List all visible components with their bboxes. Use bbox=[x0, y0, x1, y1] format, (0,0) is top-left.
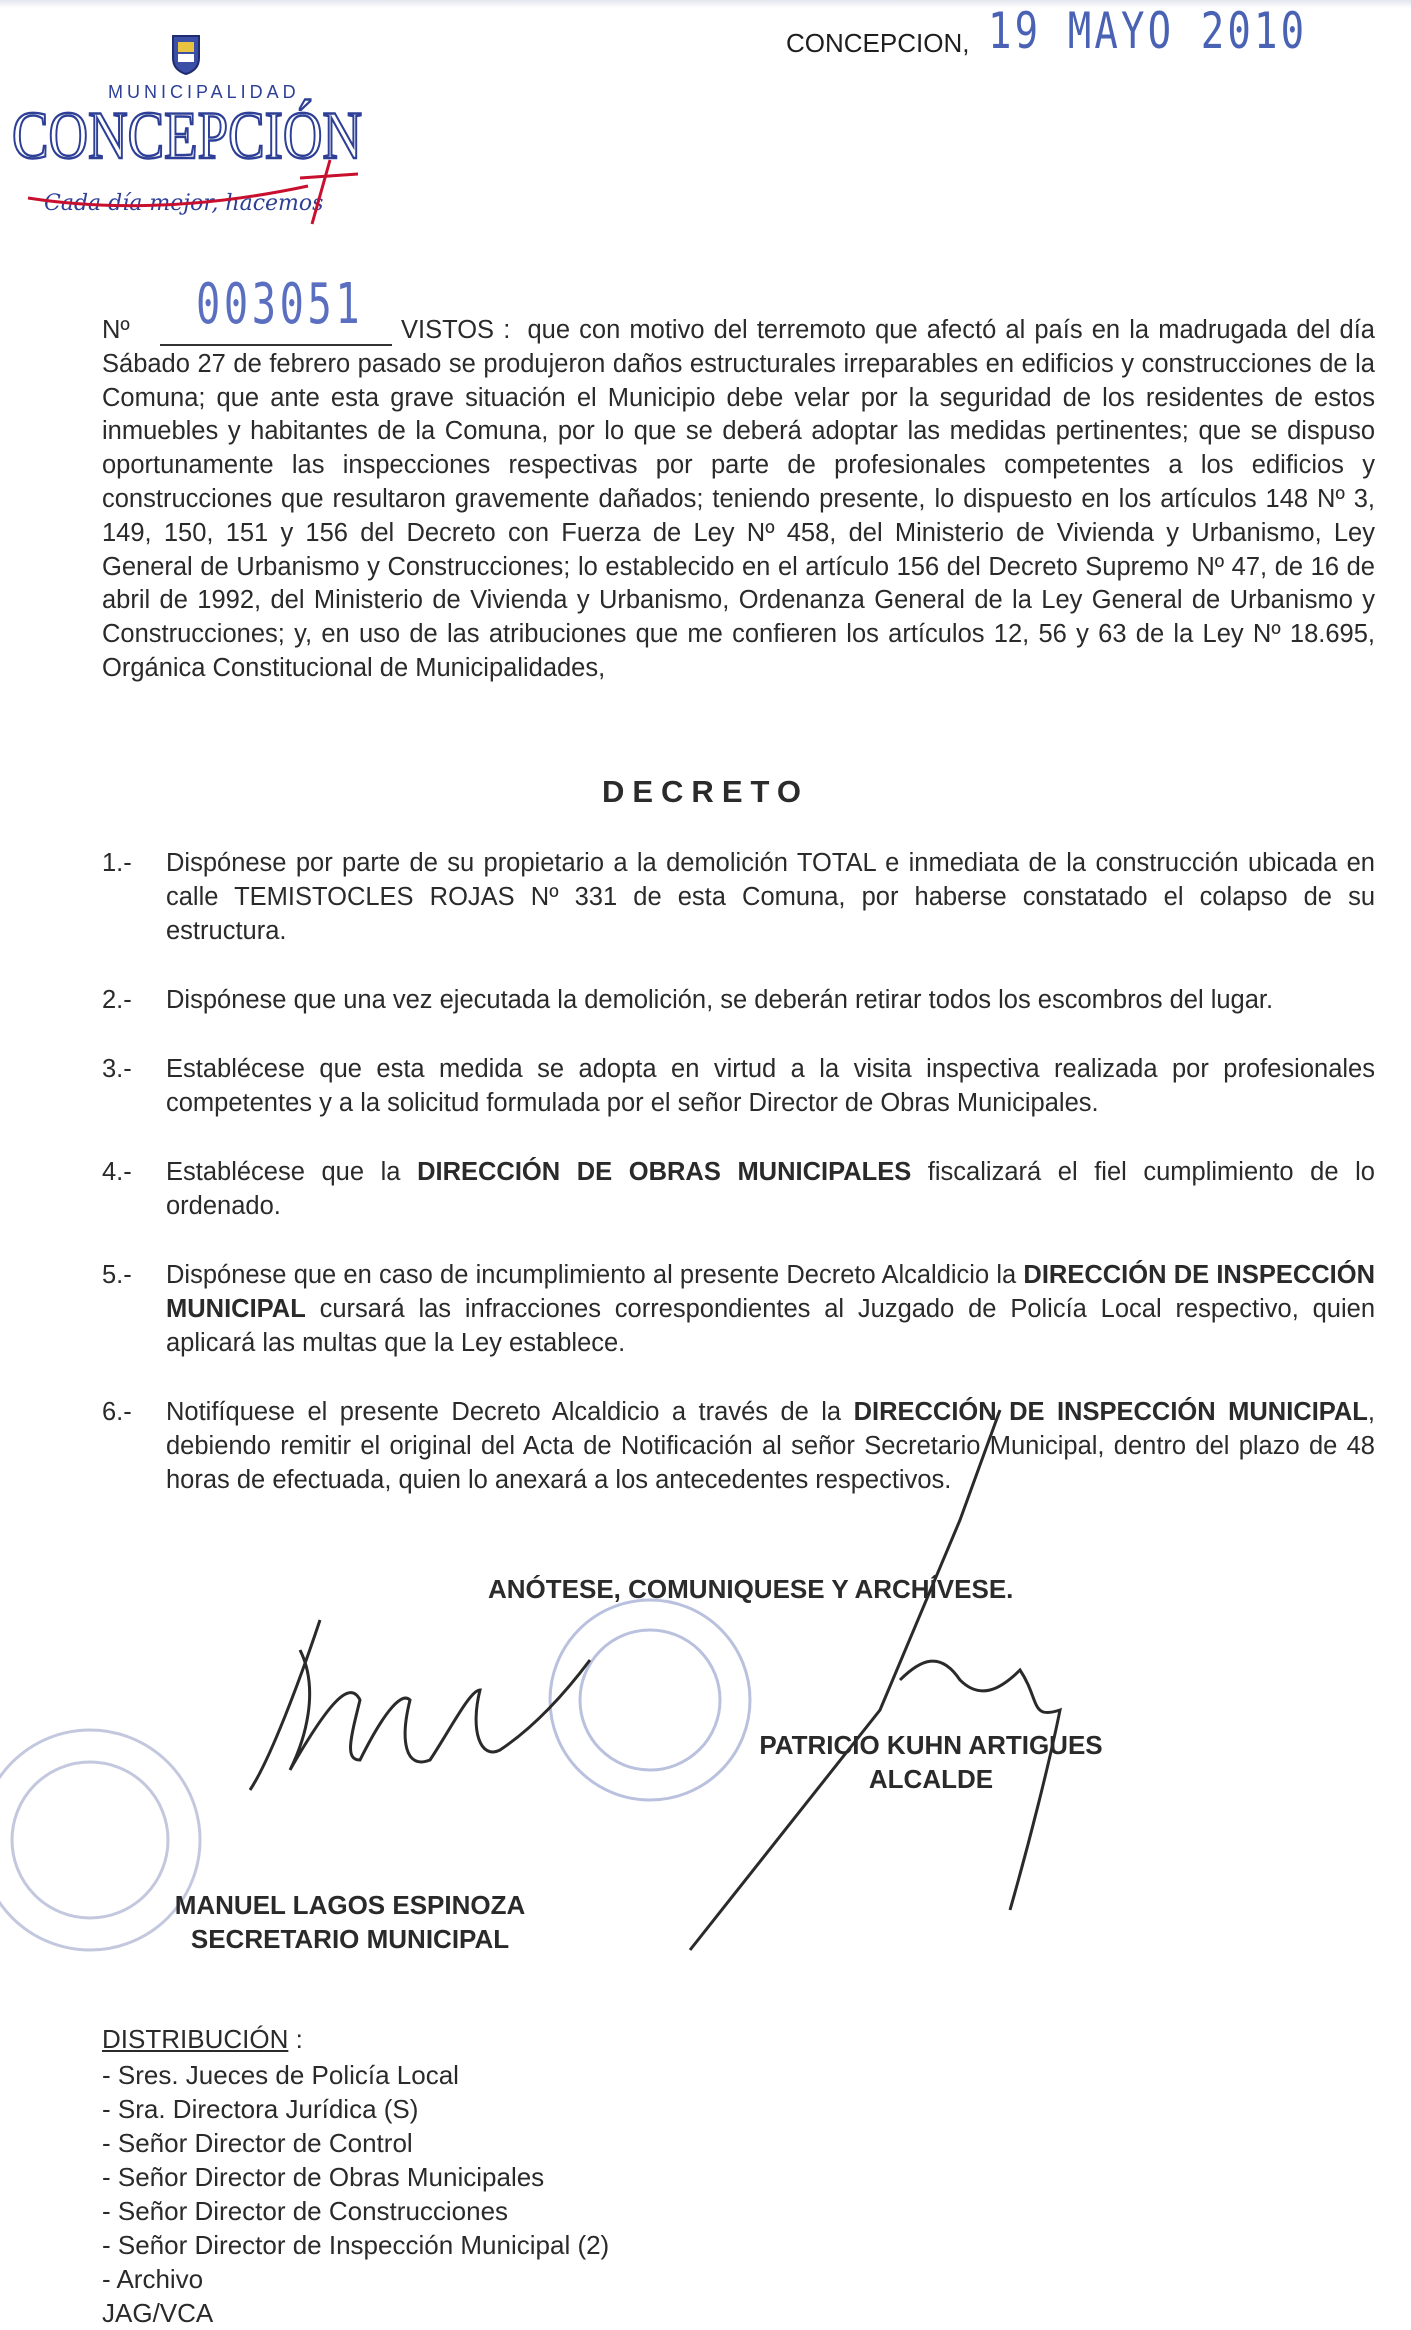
list-item: - Señor Director de Construcciones bbox=[102, 2196, 509, 2226]
mayor-block bbox=[744, 1728, 1118, 1796]
list-item: JAG/VCA bbox=[102, 2298, 214, 2328]
vistos-text: que con motivo del terremoto que afectó al país en la madrugada del día Sábado 27 de febrero pasado se produjeron daños estructurales irreparables en edificios y construcciones de la Comuna; que ante esta grave situación el Municipio debe velar por la seguridad de los residentes de estos inmuebles y habitantes de la Comuna, por lo que se deberá adoptar las medidas pertinentes; que se dispuso oportunamente las inspecciones respectivas por parte de profesionales competentes a los edificios y construcciones que resultaron gravemente dañados; teniendo presente, lo dispuesto en los artículos 148 Nº 3, 149, 150, 151 y 156 del Decreto con Fuerza de Ley Nº 458, del Ministerio de Vivienda y Urbanismo, Ley General de Urbanismo y Construcciones; lo establecido en el artículo 156 del Decreto Supremo Nº 47, de 16 de abril de 1992, del Ministerio de Vivienda y Urbanismo, Ordenanza General de la Ley General de Urbanismo y Construcciones; y, en uso de las atribuciones que me confieren los artículos 12, 56 y 63 de la Ley Nº 18.695, Orgánica Constitucional de Municipalidades, bbox=[102, 316, 1375, 682]
city-label: CONCEPCION, bbox=[786, 28, 970, 58]
decree-number: 003051 bbox=[196, 272, 364, 337]
item-number: 2.- bbox=[102, 986, 132, 1014]
list-item: - Sra. Directora Jurídica (S) bbox=[102, 2094, 419, 2124]
list-item: - Sres. Jueces de Policía Local bbox=[102, 2060, 459, 2090]
logo-concepcion-text: CONCEPCIÓN bbox=[12, 97, 362, 173]
item-number: 6.- bbox=[102, 1398, 132, 1426]
decree-item bbox=[102, 1395, 1375, 1497]
item-text: Dispónese que en caso de incumplimiento al presente Decreto Alcaldicio la DIRECCIÓN DE INSPECCIÓN MUNICIPAL cursará las infracciones correspondientes al Juzgado de Policía Local respectivo, quien aplicará las multas que la Ley establece. bbox=[166, 1261, 1376, 1357]
list-item: - Señor Director de Control bbox=[102, 2128, 413, 2158]
municipality-logo bbox=[8, 18, 368, 218]
list-item: - Señor Director de Obras Municipales bbox=[102, 2162, 545, 2192]
secretary-signature-icon bbox=[250, 1620, 590, 1790]
decree-item bbox=[102, 1155, 1375, 1223]
distribution-list bbox=[102, 2058, 609, 2330]
distribution-title: DISTRIBUCIÓN : bbox=[102, 2024, 303, 2054]
item-number: 3.- bbox=[102, 1055, 132, 1083]
decree-items bbox=[102, 846, 1375, 1532]
vistos-label: VISTOS : bbox=[401, 316, 511, 344]
mayor-name: PATRICIO KUHN ARTIGUES bbox=[759, 1730, 1103, 1760]
list-item: - Señor Director de Inspección Municipal (2) bbox=[102, 2230, 610, 2260]
item-text: Notifíquese el presente Decreto Alcaldicio a través de la DIRECCIÓN DE INSPECCIÓN MUNICIPAL, debiendo remitir el original del Acta de Notificación al señor Secretario Municipal, dentro del plazo de 48 horas de efectuada, quien lo anexará a los antecedentes respectivos. bbox=[166, 1398, 1375, 1494]
decree-item bbox=[102, 983, 1375, 1017]
municipal-seal-icon bbox=[550, 1600, 750, 1800]
decree-number-label: Nº bbox=[102, 316, 130, 344]
item-text: Dispónese por parte de su propietario a la demolición TOTAL e inmediata de la construcción ubicada en calle TEMISTOCLES ROJAS Nº 331 de esta Comuna, por haberse constatado el colapso de su estructura. bbox=[166, 849, 1375, 945]
decree-item bbox=[102, 1052, 1375, 1120]
decree-item bbox=[102, 846, 1375, 948]
vistos-paragraph bbox=[102, 314, 1375, 686]
item-number: 1.- bbox=[102, 849, 132, 877]
secretary-name: MANUEL LAGOS ESPINOZA bbox=[174, 1890, 526, 1920]
coat-of-arms-icon bbox=[173, 36, 199, 74]
item-text: Establécese que esta medida se adopta en virtud a la visita inspectiva realizada por profesionales competentes y a la solicitud formulada por el señor Director de Obras Municipales. bbox=[166, 1055, 1375, 1117]
logo-slogan-text: Cada día mejor, hacemos bbox=[44, 191, 324, 216]
secretary-block bbox=[150, 1888, 550, 1956]
list-item: - Archivo bbox=[102, 2264, 204, 2294]
logo-municipalidad-text: MUNICIPALIDAD bbox=[108, 82, 300, 102]
mayor-title: ALCALDE bbox=[868, 1764, 994, 1794]
item-number: 5.- bbox=[102, 1261, 132, 1289]
closing-formula: ANÓTESE, COMUNIQUESE Y ARCHÍVESE. bbox=[488, 1574, 1014, 1604]
item-text: Dispónese que una vez ejecutada la demolición, se deberán retirar todos los escombros del lugar. bbox=[166, 986, 1274, 1014]
decree-heading: DECRETO bbox=[601, 774, 809, 809]
date-stamp: 19 MAYO 2010 bbox=[988, 2, 1308, 60]
decree-item bbox=[102, 1258, 1375, 1360]
item-number: 4.- bbox=[102, 1158, 132, 1186]
item-text: Establécese que la DIRECCIÓN DE OBRAS MUNICIPALES fiscalizará el fiel cumplimiento de lo ordenado. bbox=[166, 1158, 1375, 1220]
secretary-title: SECRETARIO MUNICIPAL bbox=[190, 1924, 510, 1954]
